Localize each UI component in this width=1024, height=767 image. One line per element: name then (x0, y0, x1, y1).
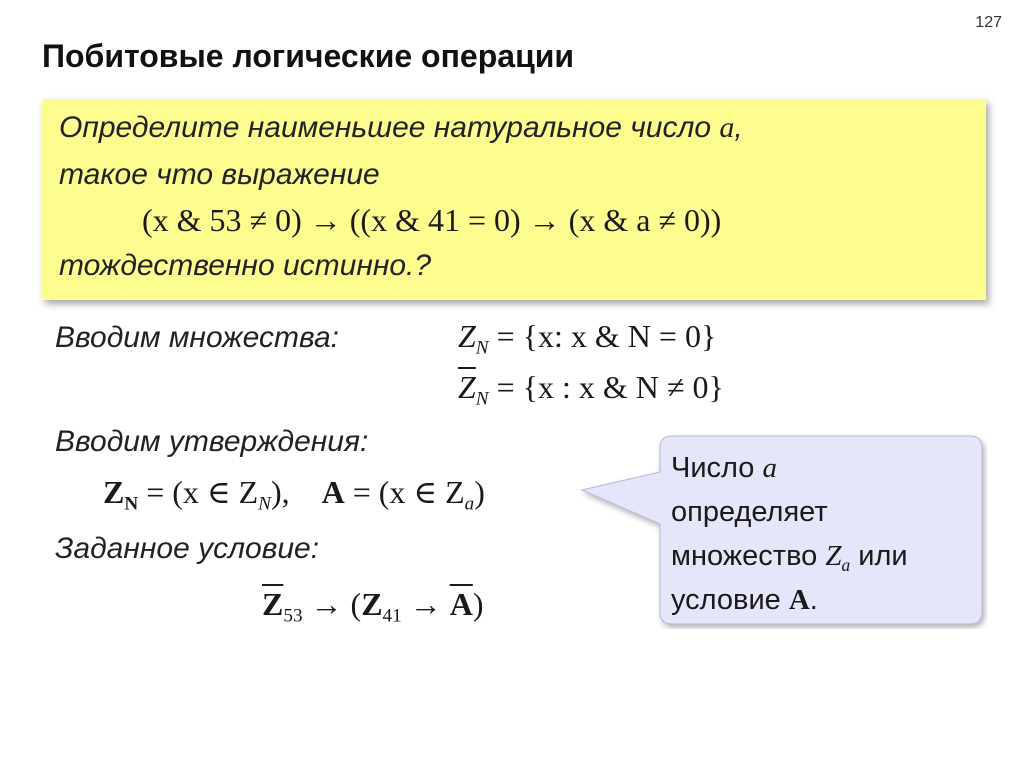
task-var-a: a (719, 111, 735, 144)
condition-formula (262, 586, 484, 627)
callout-a-bold: A (788, 584, 810, 616)
set-def-2-rest: = {x : x & N ≠ 0} (488, 369, 724, 405)
cond-z41: Z (361, 586, 383, 622)
callout-var-a: a (762, 452, 777, 484)
set-n-subscript-2: N (475, 388, 489, 410)
set-definition-zn (458, 318, 717, 359)
set-n-subscript: N (475, 337, 489, 359)
callout-line-4-b: . (809, 584, 818, 616)
task-box (42, 99, 986, 300)
cond-close: ) (472, 586, 484, 622)
cond-sub-53: 53 (283, 605, 303, 627)
cond-a-bar: $\overline{A}$ (449, 586, 473, 622)
stmt-a-rest-2: ) (474, 474, 485, 510)
callout-line-1-text: Число (671, 452, 763, 484)
callout-z: Z (825, 540, 842, 572)
task-line-1 (59, 111, 743, 145)
callout-text (671, 446, 908, 622)
set-def-1-rest: = {x: x & N = 0} (488, 318, 717, 354)
stmt-zn-bold: Z (103, 474, 125, 510)
stmt-a-rest-sub: a (464, 493, 475, 515)
callout-line-4-a: условие (671, 584, 789, 616)
task-formula: (x & 53 ≠ 0) → ((x & 41 = 0) → (x & a ≠ 0)) (142, 202, 722, 238)
stmt-a-rest-1: = (x ∈ Z (344, 474, 465, 510)
cond-arrow-2: → (401, 586, 450, 622)
callout-z-sub: a (841, 555, 851, 576)
task-line-1-text: Определите наименьшее натуральное число (59, 111, 720, 144)
task-line-2: такое что выражение (59, 158, 380, 191)
stmt-a-bold: A (321, 474, 345, 510)
statements-definitions (103, 473, 485, 515)
sets-heading: Вводим множества: (55, 321, 339, 354)
task-line-1-end: , (734, 111, 743, 144)
set-z-symbol: Z (458, 318, 476, 354)
stmt-zn-rest-2: ), (270, 474, 290, 510)
cond-sub-41: 41 (382, 605, 402, 627)
callout-line-3 (671, 534, 908, 578)
slide-title: Побитовые логические операции (42, 38, 575, 74)
task-line-3: тождественно истинно.? (59, 249, 432, 282)
set-definition-zn-complement (458, 369, 724, 410)
cond-arrow-1: → ( (302, 586, 362, 622)
statements-heading: Вводим утверждения: (55, 425, 369, 458)
callout-line-1 (671, 446, 908, 490)
callout-line-3-b: или (850, 540, 908, 572)
callout-line-4 (671, 578, 908, 622)
stmt-zn-rest-1: = (x ∈ Z (138, 474, 259, 510)
set-z-bar-symbol: $\overline{Z}$ (458, 369, 476, 405)
cond-z53-bar: $\overline{Z}$ (262, 586, 284, 622)
page-number: 127 (975, 14, 1002, 31)
stmt-zn-sub: N (124, 493, 139, 515)
condition-heading: Заданное условие: (55, 532, 320, 565)
callout-line-3-a: множество (671, 540, 826, 572)
callout-line-2: определяет (671, 496, 828, 528)
stmt-zn-rest-sub: N (258, 493, 271, 515)
